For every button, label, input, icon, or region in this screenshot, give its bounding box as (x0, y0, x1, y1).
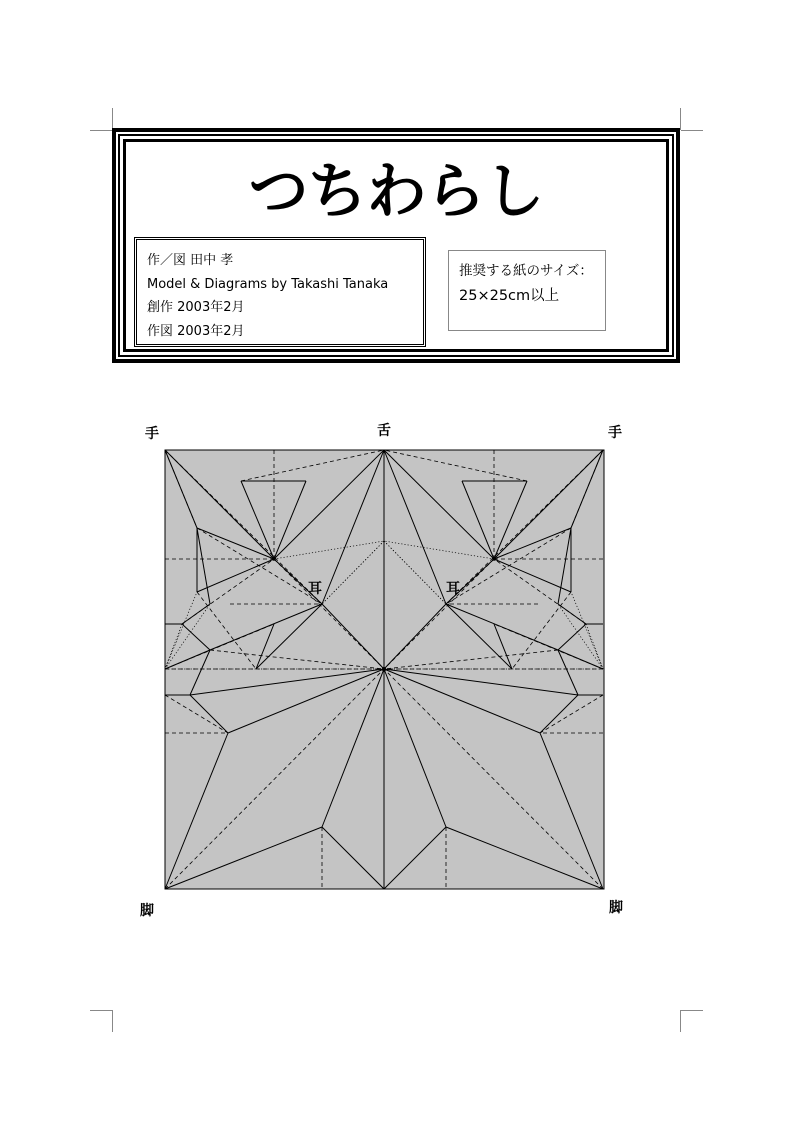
label-foot-left: 脚 (140, 903, 154, 919)
paper-size-label: 推奨する紙のサイズ： (459, 263, 593, 279)
paper-size-value: 25×25cm以上 (459, 288, 560, 304)
credit-author-en: Model & Diagrams by Takashi Tanaka (147, 276, 389, 292)
label-ear-left: 耳 (308, 581, 322, 597)
label-tongue: 舌 (377, 423, 391, 439)
model-title: つちわらし (248, 157, 544, 227)
label-hand-left: 手 (145, 426, 159, 442)
label-ear-right: 耳 (446, 581, 460, 597)
label-foot-right: 脚 (609, 900, 623, 916)
credit-created: 創作 2003年2月 (147, 300, 245, 315)
credit-author: 作／図 田中 孝 (147, 253, 234, 268)
center-point (382, 667, 386, 671)
credit-diagrammed: 作図 2003年2月 (147, 323, 245, 339)
label-hand-right: 手 (608, 425, 622, 441)
right-reference-point (492, 557, 496, 561)
left-reference-point (272, 557, 276, 561)
